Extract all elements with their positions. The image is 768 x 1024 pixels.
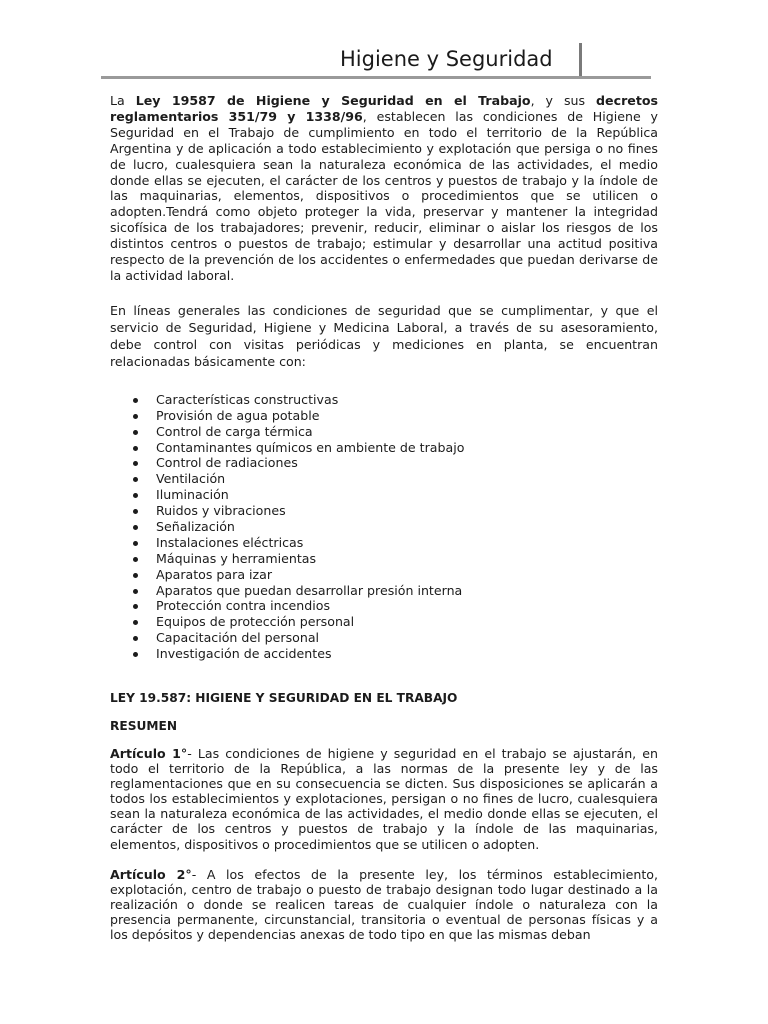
intro-paragraph-1 (110, 93, 658, 284)
list-item: Protección contra incendios (132, 598, 658, 614)
list-item: Equipos de protección personal (132, 614, 658, 630)
document-body (110, 93, 658, 942)
list-item: Señalización (132, 519, 658, 535)
article-1 (110, 746, 658, 852)
decrees-bold: decretos reglamentarios 351/79 y 1338/96 (110, 93, 658, 124)
list-item: Máquinas y herramientas (132, 551, 658, 567)
intro-paragraph-2: En líneas generales las condiciones de seguridad que se cumplimentar, y que el servicio de Seguridad, Higiene y Medicina Laboral, a través de su asesoramiento, debe control con visitas periódicas y mediciones en planta, se encuentran relacionadas básicamente con: (110, 302, 658, 369)
list-item: Aparatos para izar (132, 567, 658, 583)
page-title: Higiene y Seguridad (340, 47, 553, 71)
list-item: Características constructivas (132, 392, 658, 408)
list-item: Investigación de accidentes (132, 646, 658, 662)
conditions-list (110, 392, 658, 662)
list-item: Contaminantes químicos en ambiente de trabajo (132, 440, 658, 456)
article-2-text: - A los efectos de la presente ley, los términos establecimiento, explotación, centro de trabajo o puesto de trabajo designan todo lugar destinado a la realización o donde se realicen tareas de cualquier índole o naturaleza con la presencia permanente, circunstancial, transitoria o eventual de personas físicas y a los depósitos y dependencias anexas de todo tipo en que las mismas deban (110, 866, 658, 943)
list-item: Ruidos y vibraciones (132, 503, 658, 519)
header-vertical-rule (579, 43, 582, 77)
list-item: Aparatos que puedan desarrollar presión interna (132, 583, 658, 599)
header-horizontal-rule (101, 76, 651, 79)
article-2-label: Artículo 2° (110, 866, 192, 882)
list-item: Iluminación (132, 487, 658, 503)
list-item: Ventilación (132, 471, 658, 487)
law-heading: LEY 19.587: HIGIENE Y SEGURIDAD EN EL TRABAJO (110, 691, 458, 706)
list-item: Control de carga térmica (132, 424, 658, 440)
intro-text: , establecen las condiciones de Higiene y Seguridad en el Trabajo de cumplimiento en todo el territorio de la República Argentina y de aplicación a todo establecimiento y explotación que persiga o no fines de lucro, cualesquiera sean la naturaleza económica de las actividades, el medio donde ellas se ejecuten, el carácter de los centros y puestos de trabajo y la índole de las maquinarias, elementos, dispositivos o procedimientos que se utilicen o adopten.Tendrá como objeto proteger la vida, preservar y mantener la integridad sicofísica de los trabajadores; prevenir, reducir, eliminar o aislar los riesgos de los distintos centros o puestos de trabajo; estimular y desarrollar una actitud positiva respecto de la prevención de los accidentes o enfermedades que puedan derivarse de la actividad laboral. (110, 108, 658, 283)
list-item: Instalaciones eléctricas (132, 535, 658, 551)
summary-heading: RESUMEN (110, 719, 178, 734)
intro-text: , y sus (530, 93, 597, 108)
article-1-text: - Las condiciones de higiene y seguridad en el trabajo se ajustarán, en todo el territorio de la República, a las normas de la presente ley y de las reglamentaciones que en su consecuencia se dicten. Sus disposiciones se aplicarán a todos los establecimientos y explotaciones, persigan o no fines de lucro, cualesquiera sean la naturaleza económica de las actividades, el medio donde ellas se ejecuten, el carácter de los centros y puestos de trabajo y la índole de las maquinarias, elementos, dispositivos o procedimientos que se utilicen o adopten. (110, 746, 659, 852)
list-item: Control de radiaciones (132, 455, 658, 471)
list-item: Provisión de agua potable (132, 408, 658, 424)
intro-text: La (110, 93, 136, 108)
law-name-bold: Ley 19587 de Higiene y Seguridad en el Trabajo (135, 93, 531, 108)
article-2 (110, 867, 658, 942)
list-item: Capacitación del personal (132, 630, 658, 646)
article-1-label: Artículo 1° (110, 746, 188, 762)
